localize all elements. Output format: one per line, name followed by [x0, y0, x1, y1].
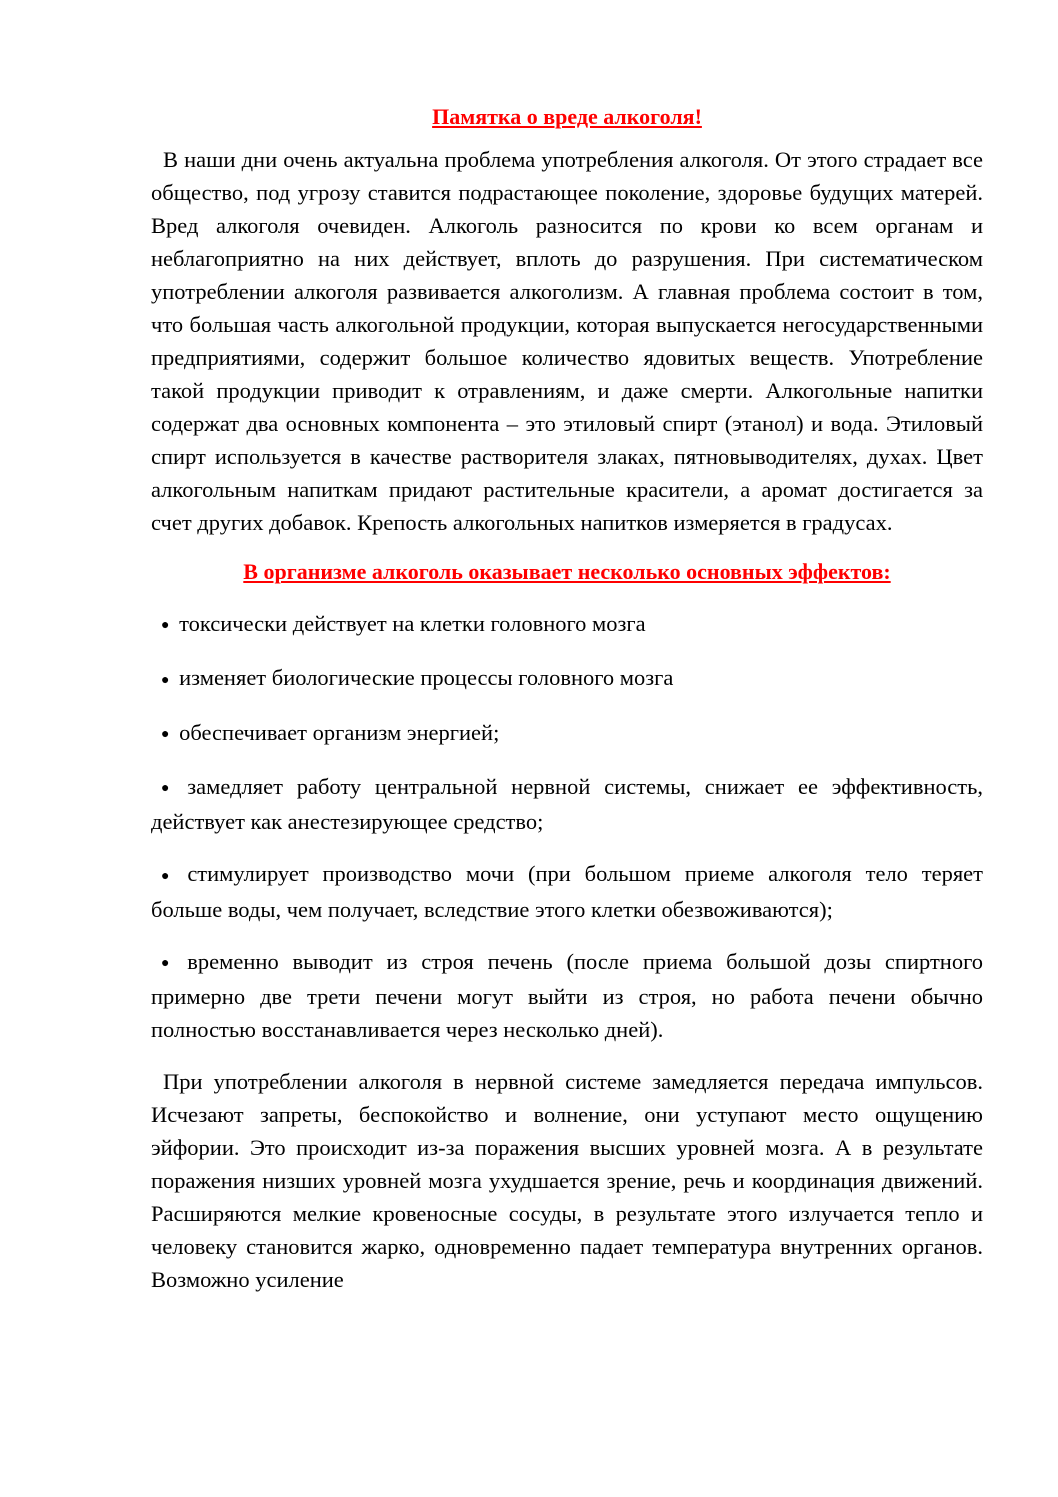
list-item-text: стимулирует производство мочи (при большом приеме алкоголя тело теряет больше воды, чем получает, вследствие этого клетки обезвоживаются); — [151, 861, 983, 922]
list-item-text: обеспечивает организм энергией; — [179, 719, 500, 745]
list-item-text: изменяет биологические процессы головного мозга — [179, 665, 674, 691]
list-item-text: замедляет работу центральной нервной системы, снижает ее эффективность, действует как анестезирующее средство; — [151, 774, 983, 835]
list-item-text: токсически действует на клетки головного мозга — [179, 611, 646, 636]
intro-paragraph: В наши дни очень актуальна проблема употребления алкоголя. От этого страдает все общество, под угрозу ставится подрастающее поколение, здоровье будущих матерей. Вред алкоголя очевиден. Алкоголь разносится по крови ко всем органам и неблагоприятно на них действует, вплоть до разрушения. При систематическом употреблении алкоголя развивается алкоголизм. А главная проблема состоит в том, что большая часть алкогольной продукции, которая выпускается негосударственными предприятиями, содержит большое количество ядовитых веществ. Употребление такой продукции приводит к отравлениям, и даже смерти. Алкогольные напитки содержат два основных компонента – это этиловый спирт (этанол) и вода. Этиловый спирт используется в качестве растворителя злаках, пятновыводителях, духах. Цвет алкогольным напиткам придают растительные красители, а аромат достигается за счет других добавок. Крепость алкогольных напитков измеряется в градусах. — [151, 147, 983, 535]
bullet-icon: ● — [161, 618, 170, 634]
bullet-icon: ● — [161, 868, 170, 884]
bullet-icon: ● — [161, 727, 170, 743]
effects-list — [151, 607, 983, 1046]
page-title: Памятка о вреде алкоголя! — [432, 104, 702, 129]
section-subtitle: В организме алкоголь оказывает несколько основных эффектов: — [243, 559, 891, 584]
bullet-icon: ● — [161, 956, 170, 972]
document-page — [151, 100, 983, 1296]
conclusion-paragraph: При употреблении алкоголя в нервной системе замедляется передача импульсов. Исчезают запреты, беспокойство и волнение, они уступают место ощущению эйфории. Это происходит из-за поражения высших уровней мозга. А в результате поражения низших уровней мозга ухудшается зрение, речь и координация движений. Расширяются мелкие кровеносные сосуды, в результате этого излучается тепло и человеку становится жарко, одновременно падает температура внутренних органов. Возможно усиление — [151, 1069, 983, 1293]
list-item — [151, 857, 983, 925]
list-item — [151, 607, 983, 642]
list-item — [151, 945, 983, 1046]
bullet-icon: ● — [161, 672, 170, 688]
list-item-text: временно выводит из строя печень (после приема большой дозы спиртного примерно две трети печени могут выйти из строя, но работа печени обычно полностью восстанавливается через несколько дней). — [151, 948, 983, 1043]
list-item — [151, 661, 983, 696]
list-item — [151, 716, 983, 751]
list-item — [151, 770, 983, 838]
bullet-icon: ● — [161, 781, 170, 797]
